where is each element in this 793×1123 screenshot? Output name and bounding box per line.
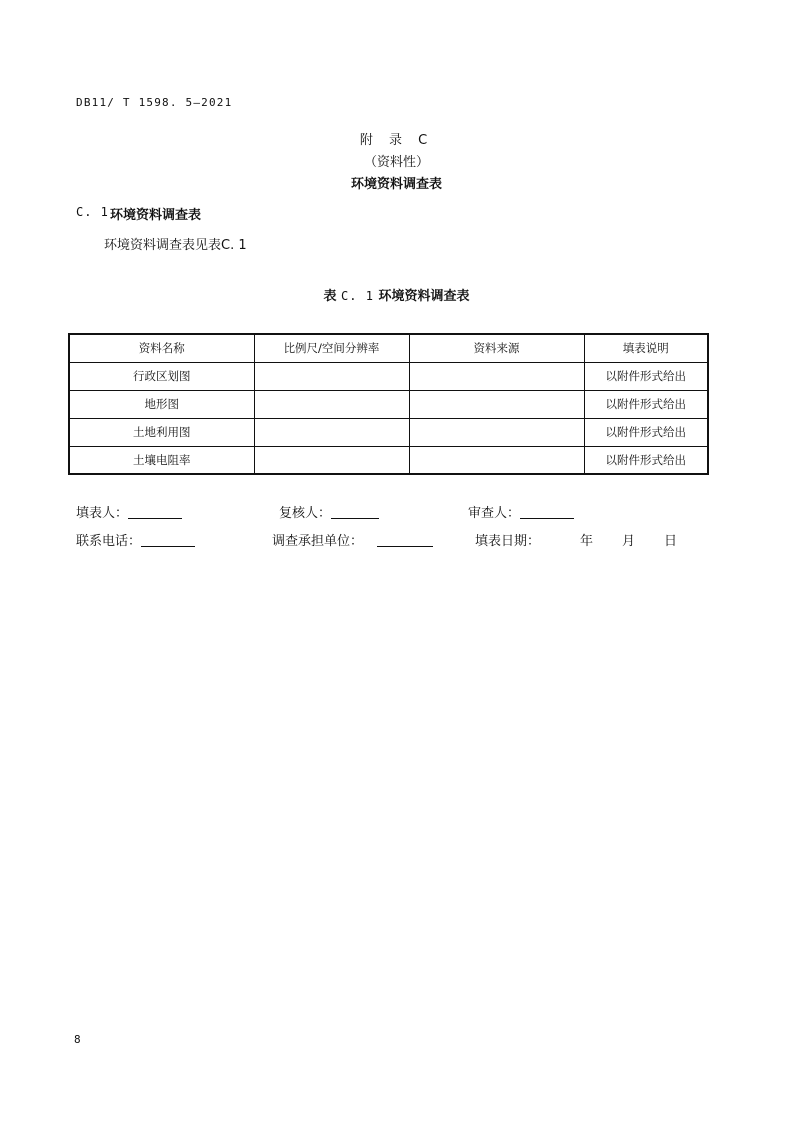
auditor-label: 审查人： — [468, 506, 521, 521]
appendix-title: 环境资料调查表 — [350, 177, 442, 192]
table-row — [69, 362, 708, 390]
table-cell — [254, 418, 409, 446]
table-cell — [254, 362, 409, 390]
phone-blank[interactable] — [141, 534, 195, 547]
unit-label: 调查承担单位： — [272, 534, 364, 549]
section-paragraph: 环境资料调查表见表C. 1 — [104, 238, 247, 253]
table-cell: 以附件形式给出 — [584, 390, 708, 418]
reviewer-blank[interactable] — [331, 506, 379, 519]
table-cell: 以附件形式给出 — [584, 362, 708, 390]
page-number: 8 — [74, 1033, 81, 1046]
table-row — [69, 390, 708, 418]
table-cell: 以附件形式给出 — [584, 418, 708, 446]
auditor-field — [468, 502, 574, 521]
table-caption-title: 环境资料调查表 — [378, 289, 470, 304]
appendix-nature: （资料性） — [363, 155, 429, 170]
table-cell — [254, 446, 409, 474]
table-caption-number: C. 1 — [341, 289, 374, 303]
appendix-label: 附 录 C — [359, 133, 434, 148]
table-cell — [409, 390, 584, 418]
table-header-row — [69, 334, 708, 362]
table-cell: 行政区划图 — [69, 362, 254, 390]
date-month: 月 — [622, 534, 636, 549]
filler-blank[interactable] — [128, 506, 182, 519]
reviewer-field — [279, 502, 379, 521]
section-title: 环境资料调查表 — [110, 208, 202, 223]
phone-label: 联系电话： — [76, 534, 142, 549]
table-cell — [409, 418, 584, 446]
phone-field — [76, 530, 195, 549]
table-cell — [254, 390, 409, 418]
header-cell: 填表说明 — [584, 334, 708, 362]
header-cell: 资料名称 — [69, 334, 254, 362]
header-cell: 比例尺/空间分辨率 — [254, 334, 409, 362]
table-cell: 土地利用图 — [69, 418, 254, 446]
table-cell: 土壤电阻率 — [69, 446, 254, 474]
date-year: 年 — [580, 534, 594, 549]
filler-field — [76, 502, 182, 521]
date-day: 日 — [664, 534, 678, 549]
reviewer-label: 复核人： — [279, 506, 332, 521]
table-cell — [409, 362, 584, 390]
table-cell: 以附件形式给出 — [584, 446, 708, 474]
table-caption — [0, 285, 793, 304]
header-cell: 资料来源 — [409, 334, 584, 362]
table-caption-prefix: 表 — [323, 289, 337, 304]
date-label: 填表日期： — [475, 534, 541, 549]
document-code: DB11/ T 1598. 5—2021 — [76, 96, 233, 109]
table-row — [69, 418, 708, 446]
section-number: C. 1 — [76, 205, 109, 219]
unit-field — [272, 530, 433, 549]
table-cell: 地形图 — [69, 390, 254, 418]
filler-label: 填表人： — [76, 506, 129, 521]
unit-blank[interactable] — [377, 534, 433, 547]
table-row — [69, 446, 708, 474]
table-cell — [409, 446, 584, 474]
auditor-blank[interactable] — [520, 506, 574, 519]
survey-table — [68, 333, 709, 475]
